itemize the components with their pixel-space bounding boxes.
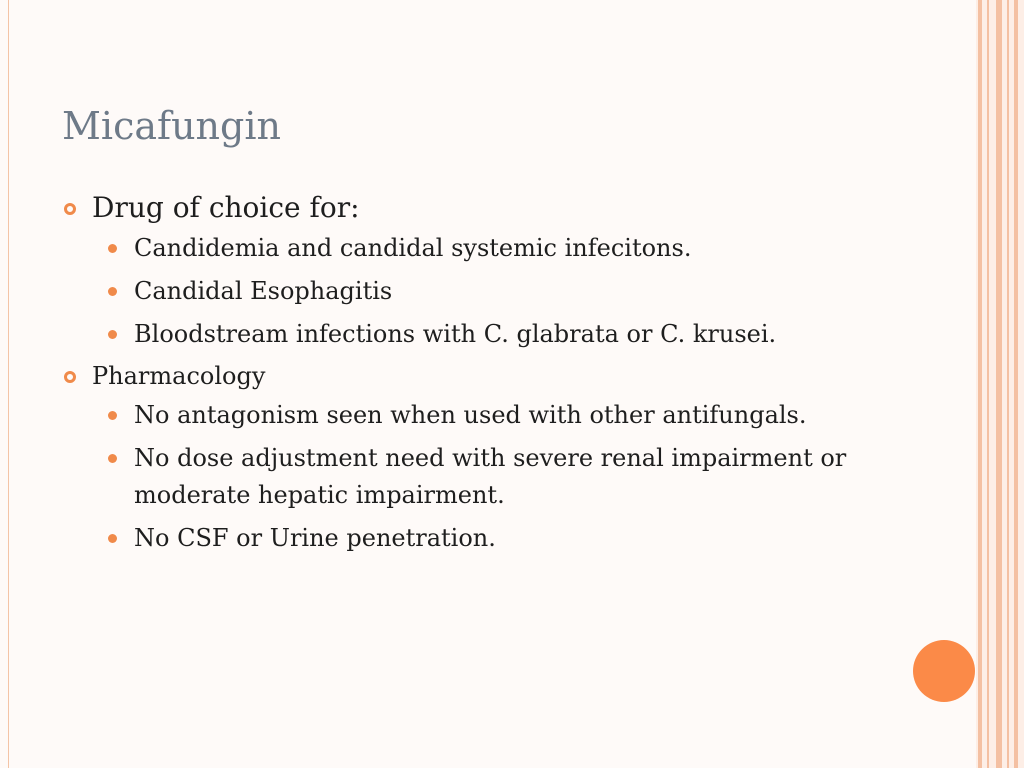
dot-bullet-icon — [108, 411, 117, 420]
ring-bullet-icon — [64, 203, 76, 215]
list-item — [62, 273, 922, 310]
stripe — [987, 0, 989, 768]
dot-bullet-icon — [108, 330, 117, 339]
list-item — [62, 316, 922, 353]
list-item-text: No CSF or Urine penetration. — [134, 524, 496, 552]
section-heading — [62, 188, 922, 228]
list-item-text: Bloodstream infections with C. glabrata or C. krusei. — [134, 320, 777, 348]
stripe — [1014, 0, 1018, 768]
ring-bullet-icon — [64, 371, 76, 383]
stripe — [996, 0, 1002, 768]
slide-body — [62, 188, 922, 563]
list-item-text: No dose adjustment need with severe renal impairment or moderate hepatic impairment. — [134, 444, 847, 509]
section-heading-text: Pharmacology — [92, 362, 266, 390]
list-item — [62, 520, 922, 557]
list-item-text: Candidemia and candidal systemic infecitons. — [134, 234, 692, 262]
dot-bullet-icon — [108, 534, 117, 543]
dot-bullet-icon — [108, 244, 117, 253]
list-item — [62, 397, 922, 434]
list-item-text: Candidal Esophagitis — [134, 277, 393, 305]
right-stripe-border — [976, 0, 1024, 768]
list-item — [62, 440, 922, 514]
list-item-text: No antagonism seen when used with other antifungals. — [134, 401, 807, 429]
stripe — [978, 0, 982, 768]
dot-bullet-icon — [108, 287, 117, 296]
left-border-line — [8, 0, 9, 768]
stripe — [1007, 0, 1009, 768]
orange-circle-icon — [913, 640, 975, 702]
section-heading — [62, 359, 922, 393]
section-heading-text: Drug of choice for: — [92, 191, 360, 224]
dot-bullet-icon — [108, 454, 117, 463]
slide-title: Micafungin — [62, 104, 281, 148]
list-item — [62, 230, 922, 267]
